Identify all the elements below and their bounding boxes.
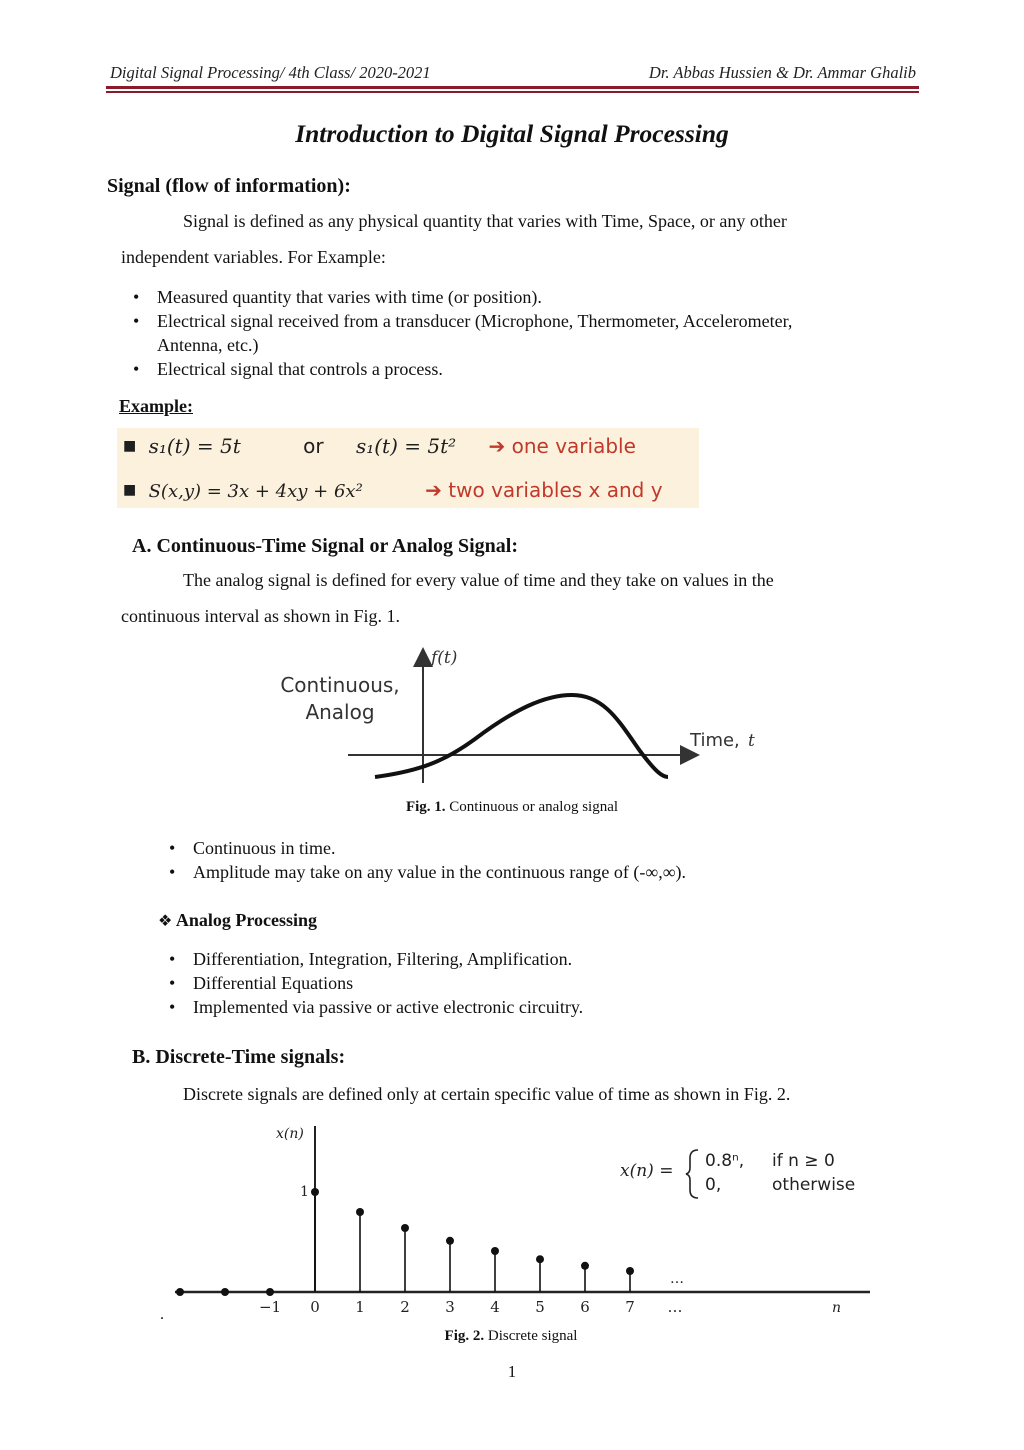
- fig2-sample-point: [356, 1208, 364, 1216]
- fig2-y-label: x(n): [276, 1126, 304, 1142]
- signal-heading: Signal (flow of information):: [107, 175, 351, 197]
- fig2-eq-cond2: otherwise: [772, 1175, 856, 1195]
- fig2-tick-label: 4: [490, 1298, 500, 1316]
- section-a-para-line2: continuous interval as shown in Fig. 1.: [121, 606, 400, 626]
- fig2-sample-point: [491, 1247, 499, 1255]
- signal-para-line2: independent variables. For Example:: [121, 247, 386, 267]
- fig1-signal-curve: [375, 695, 668, 777]
- fig2-tick-label: 5: [535, 1298, 545, 1316]
- header-right: Dr. Abbas Hussien & Dr. Ammar Ghalib: [648, 63, 916, 82]
- fig2-sample-point: [446, 1237, 454, 1245]
- fig2-eq-case1: 0.8ⁿ,: [705, 1151, 745, 1171]
- header-rule-thin: [106, 91, 919, 93]
- fig1-label-line2: Analog: [305, 700, 375, 724]
- list-item: • Electrical signal received from a transducer (Microphone, Thermometer, Accelerometer,: [121, 309, 921, 333]
- page-title: Introduction to Digital Signal Processing: [295, 119, 729, 148]
- stray-dot: .: [160, 1306, 164, 1323]
- section-a-heading: A. Continuous-Time Signal or Analog Signal:: [132, 535, 519, 557]
- fig2-sample-point: [581, 1262, 589, 1270]
- fig2-sample-point: [176, 1288, 184, 1296]
- list-item: • Amplitude may take on any value in the continuous range of (-∞,∞).: [157, 860, 917, 884]
- fig2-sample-point: [626, 1267, 634, 1275]
- example-note-1: one variable: [511, 434, 636, 458]
- fig1-caption-label: Fig. 1.: [405, 799, 446, 815]
- section-a-bullets: [157, 836, 917, 884]
- header-rule-thick: [106, 86, 919, 89]
- diamond-bullet-icon: ❖: [158, 911, 173, 930]
- fig1-x-label-var: t: [748, 731, 755, 751]
- signal-bullet-list: [121, 285, 921, 381]
- fig1-y-label: f(t): [431, 648, 458, 668]
- header-left: Digital Signal Processing/ 4th Class/ 2020-2021: [110, 63, 431, 82]
- example-label: Example:: [119, 396, 193, 416]
- page-number: 1: [507, 1362, 517, 1381]
- fig2-caption: [0, 1328, 1022, 1345]
- analog-processing-label: Analog Processing: [175, 910, 318, 930]
- example-math-1a: s₁(t) = 5t: [148, 434, 241, 458]
- example-box: [117, 428, 699, 508]
- example-row-2: [123, 478, 663, 502]
- fig2-eq-lhs: x(n) =: [620, 1161, 674, 1181]
- example-or: or: [303, 434, 324, 458]
- fig2-tick-label: …: [667, 1298, 683, 1316]
- analog-processing-bullets: [157, 947, 917, 1019]
- fig1-caption-text: Continuous or analog signal: [445, 799, 619, 815]
- list-item: • Differential Equations: [157, 971, 917, 995]
- fig2-tick-label: 1: [355, 1298, 365, 1316]
- square-bullet-icon: ■: [123, 482, 137, 498]
- fig2-x-label: n: [832, 1300, 842, 1316]
- section-b-para: Discrete signals are defined only at certain specific value of time as shown in Fig. 2.: [183, 1084, 791, 1104]
- signal-para-line1: Signal is defined as any physical quantity that varies with Time, Space, or any other: [183, 211, 787, 231]
- fig1-x-label: Time,: [690, 730, 740, 751]
- fig2-tick-label: 7: [625, 1298, 635, 1316]
- arrow-right-icon: ➔: [488, 434, 506, 458]
- section-a-para-line1: The analog signal is defined for every value of time and they take on values in the: [183, 570, 774, 590]
- example-math-2: S(x,y) = 3x + 4xy + 6x²: [148, 481, 363, 502]
- fig1-caption: [0, 799, 1024, 816]
- fig2-one-tick: 1: [300, 1184, 309, 1200]
- fig2-sample-point: [401, 1224, 409, 1232]
- arrow-right-icon: ➔: [425, 478, 442, 502]
- fig2-sample-point: [221, 1288, 229, 1296]
- fig2-tick-label: 2: [400, 1298, 410, 1316]
- fig2-eq-brace: [686, 1150, 698, 1198]
- fig2-tick-label: −1: [258, 1298, 282, 1316]
- example-math-1b: s₁(t) = 5t²: [355, 434, 457, 458]
- fig2-eq-case2: 0,: [705, 1175, 722, 1195]
- fig1-label-line1: Continuous,: [280, 673, 400, 697]
- fig2-eq-cond1: if n ≥ 0: [772, 1151, 835, 1171]
- list-item: • Continuous in time.: [157, 836, 917, 860]
- fig2-sample-point: [311, 1188, 319, 1196]
- square-bullet-icon: ■: [123, 438, 137, 454]
- list-item: • Differentiation, Integration, Filtering, Amplification.: [157, 947, 917, 971]
- fig2-equation: [620, 1150, 855, 1198]
- fig2-chart: [160, 1118, 880, 1318]
- fig2-tick-label: 3: [445, 1298, 455, 1316]
- fig2-caption-text: Discrete signal: [484, 1328, 578, 1344]
- analog-processing-heading: [158, 910, 317, 931]
- fig2-caption-label: Fig. 2.: [444, 1328, 485, 1344]
- example-row-1: [123, 434, 636, 458]
- section-b-heading: B. Discrete-Time signals:: [132, 1046, 346, 1068]
- fig2-tick-label: 6: [580, 1298, 590, 1316]
- list-item: • Measured quantity that varies with time (or position).: [121, 285, 921, 309]
- fig2-ellipsis: …: [670, 1271, 684, 1287]
- example-note-2: two variables x and y: [448, 478, 663, 502]
- fig2-sample-point: [266, 1288, 274, 1296]
- fig2-sample-point: [536, 1255, 544, 1263]
- list-item: • Electrical signal that controls a process.: [121, 357, 921, 381]
- list-item: • Implemented via passive or active electronic circuitry.: [157, 995, 917, 1019]
- fig2-tick-label: 0: [310, 1298, 320, 1316]
- fig1-chart: [270, 643, 780, 788]
- list-item-continuation: Antenna, etc.): [157, 335, 259, 355]
